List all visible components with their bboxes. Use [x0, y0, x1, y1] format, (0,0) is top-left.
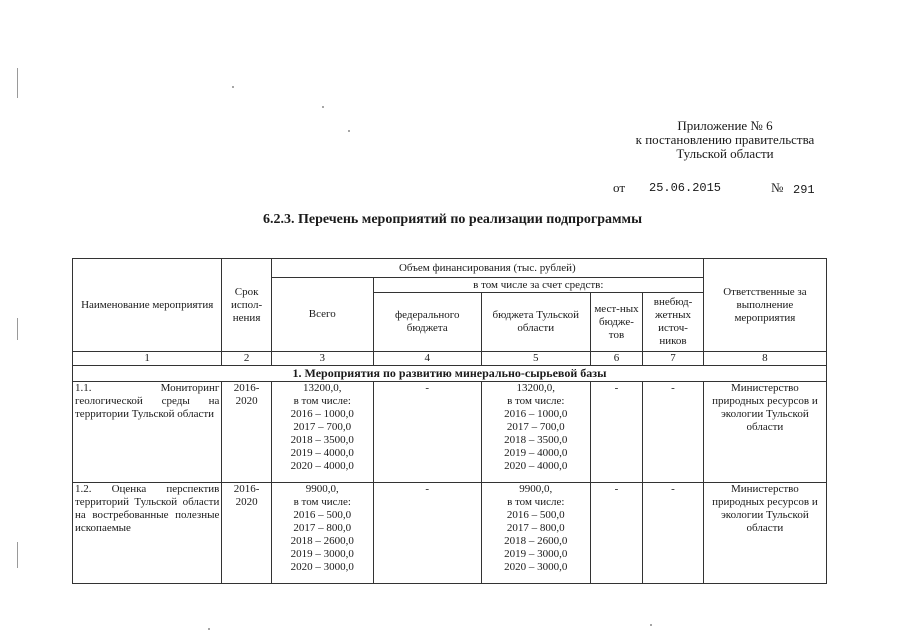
regional-line: 2019 – 3000,0: [504, 548, 568, 560]
extrabudget-value: -: [671, 382, 675, 394]
table-row: [73, 382, 827, 483]
regional-line: 2016 – 1000,0: [504, 408, 568, 420]
activity-regional: [481, 483, 590, 584]
activity-name: 1.1. Мониторинг геологической среды на территории Тульской области: [73, 382, 222, 483]
extrabudget-value: -: [671, 483, 675, 495]
total-line: 2018 – 2600,0: [290, 535, 354, 547]
total-line: в том числе:: [293, 496, 351, 508]
activity-term: 2016-2020: [222, 382, 271, 483]
regional-line: 2016 – 500,0: [506, 509, 565, 521]
activity-regional: [481, 382, 590, 483]
activity-extrabudget: [643, 382, 704, 483]
activity-local: [590, 382, 642, 483]
regional-line: 9900,0,: [519, 483, 553, 495]
appendix-header: [600, 119, 850, 161]
regional-line: 2018 – 3500,0: [504, 434, 568, 446]
total-line: 2018 – 3500,0: [290, 434, 354, 446]
resolution-date: 25.06.2015: [649, 181, 722, 195]
header-row: [73, 259, 827, 278]
column-number: 7: [643, 352, 704, 366]
regional-line: 13200,0,: [516, 382, 555, 394]
total-line: 13200,0,: [303, 382, 342, 394]
column-number: 3: [271, 352, 373, 366]
scan-speck: [322, 106, 324, 108]
activity-local: [590, 483, 642, 584]
regional-line: 2017 – 800,0: [506, 522, 565, 534]
total-line: 2019 – 3000,0: [290, 548, 354, 560]
column-number: 2: [222, 352, 271, 366]
federal-value: -: [425, 483, 430, 495]
regional-line: 2018 – 2600,0: [504, 535, 568, 547]
header-extrabudget: внебюд-жетных источ-ников: [643, 293, 704, 352]
activity-responsible: Министерство природных ресурсов и экологии Тульской области: [703, 382, 826, 483]
total-line: в том числе:: [293, 395, 351, 407]
total-line: 2017 – 800,0: [293, 522, 352, 534]
total-line: 2016 – 500,0: [293, 509, 352, 521]
column-number: 6: [590, 352, 642, 366]
column-number: 5: [481, 352, 590, 366]
number-label: №: [771, 180, 784, 195]
local-value: -: [614, 382, 619, 394]
activity-total: [271, 382, 373, 483]
header-term: Срок испол-нения: [222, 259, 271, 352]
activity-total: [271, 483, 373, 584]
appendix-resolution: к постановлению правительства: [635, 132, 815, 147]
regional-line: 2017 – 700,0: [506, 421, 565, 433]
header-federal: федерального бюджета: [373, 293, 481, 352]
from-label: от: [613, 180, 626, 195]
activity-name: 1.2. Оценка перспектив территорий Тульской области на востребованные полезные ископаемые: [73, 483, 222, 584]
appendix-region: Тульской области: [676, 146, 774, 161]
header-name: Наименование мероприятия: [73, 259, 222, 352]
total-line: 2019 – 4000,0: [290, 447, 354, 459]
activities-table: [72, 258, 827, 584]
federal-value: -: [425, 382, 430, 394]
column-numbers-row: [73, 352, 827, 366]
regional-line: 2020 – 3000,0: [504, 561, 568, 573]
total-line: 2016 – 1000,0: [290, 408, 354, 420]
header-total: Всего: [271, 278, 373, 352]
regional-line: 2019 – 4000,0: [504, 447, 568, 459]
scan-margin-mark: [17, 318, 18, 340]
local-value: -: [614, 483, 619, 495]
scan-margin-mark: [17, 68, 18, 98]
scan-speck: [208, 628, 210, 630]
total-line: 2017 – 700,0: [293, 421, 352, 433]
regional-line: в том числе:: [507, 395, 565, 407]
total-line: 2020 – 4000,0: [290, 460, 354, 472]
activity-responsible: Министерство природных ресурсов и экологии Тульской области: [703, 483, 826, 584]
header-funding: Объем финансирования (тыс. рублей): [271, 259, 703, 278]
resolution-number: 291: [793, 183, 815, 197]
activity-federal: [373, 382, 481, 483]
scan-speck: [348, 130, 350, 132]
section-row: [73, 366, 827, 382]
resolution-date-line: [613, 180, 833, 196]
total-line: 2020 – 3000,0: [290, 561, 354, 573]
header-responsible: Ответственные за выполнение мероприятия: [703, 259, 826, 352]
activity-term: 2016-2020: [222, 483, 271, 584]
header-regional: бюджета Тульской области: [481, 293, 590, 352]
header-local: мест-ных бюдже-тов: [590, 293, 642, 352]
table-row: [73, 483, 827, 584]
scan-speck: [232, 86, 234, 88]
column-number: 8: [703, 352, 826, 366]
document-title: 6.2.3. Перечень мероприятий по реализации подпрограммы: [262, 212, 643, 227]
section-title: 1. Мероприятия по развитию минерально-сырьевой базы: [73, 366, 827, 382]
appendix-number: Приложение № 6: [677, 118, 773, 133]
scan-margin-mark: [17, 542, 18, 568]
column-number: 4: [373, 352, 481, 366]
activity-federal: [373, 483, 481, 584]
regional-line: в том числе:: [507, 496, 565, 508]
header-including-sources: в том числе за счет средств:: [373, 278, 703, 293]
regional-line: 2020 – 4000,0: [504, 460, 568, 472]
column-number: 1: [73, 352, 222, 366]
total-line: 9900,0,: [305, 483, 339, 495]
scan-speck: [650, 624, 652, 626]
activity-extrabudget: [643, 483, 704, 584]
